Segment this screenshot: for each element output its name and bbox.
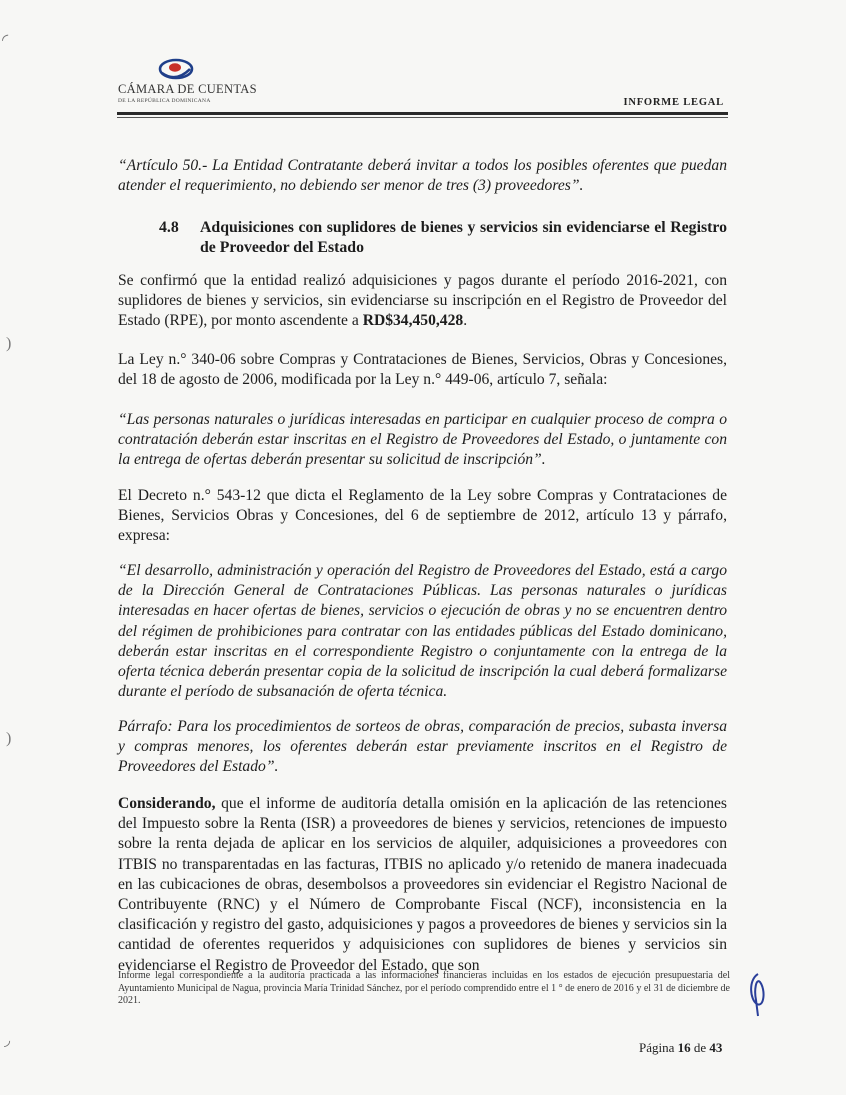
page-total: 43 (709, 1040, 723, 1055)
considerando-text: que el informe de auditoría detalla omisión en la aplicación de las retenciones del Impuesto sobre la Renta (ISR) a proveedores de bienes y servicios, retenciones de impuesto sobre la renta dejada de aplicar en los servicios de alquiler, adquisiciones a proveedores con ITBIS no transparentadas en las facturas, ITBIS no aplicado y/o retenido de manera inadecuada en las cubicaciones de obras, desembolsos a proveedores sin evidenciar el Registro Nacional de Contribuyente (RNC) y el Número de Comprobante Fiscal (NCF), inconsistencia en la clasificación y registro del gasto, adquisiciones y pagos a proveedores de bienes y servicios sin la cantidad de oferentes requeridos y adquisiciones con suplidores de bienes y servicios sin evidenciarse el Registro de Proveedor del Estado, que son (118, 795, 727, 974)
paragraph-ley: La Ley n.° 340-06 sobre Compras y Contrataciones de Bienes, Servicios, Obras y Concesiones, del 18 de agosto de 2006, modificada por la Ley n.° 449-06, artículo 7, señala: (118, 351, 727, 389)
section-heading (159, 218, 727, 258)
header-rule-thin (117, 117, 728, 118)
considerando-lead: Considerando, (118, 795, 216, 812)
page-label: Página (639, 1040, 675, 1055)
paragraph-considerando (118, 794, 727, 976)
punch-mark: ◞ (4, 1032, 11, 1049)
paragraph-decreto: El Decreto n.° 543-12 que dicta el Reglamento de la Ley sobre Compras y Contrataciones de Bienes, Servicios Obras y Concesiones, del 6 de septiembre de 2012, artículo 13 y párrafo, expresa: (118, 487, 727, 545)
header-rule (117, 112, 728, 115)
punch-mark: ) (6, 335, 12, 352)
footnote: Informe legal correspondiente a la auditoría practicada a las informaciones financieras incluidas en los estados de ejecución presupuestaria del Ayuntamiento Municipal de Nagua, provincia María Trinidad Sánchez, por el período comprendido entre el 1 ° de enero de 2016 y el 31 de diciembre de 2021. (118, 970, 730, 1006)
punch-mark: ◜ (2, 32, 9, 49)
page-number (639, 1040, 722, 1056)
logo-emblem-icon (158, 56, 194, 82)
camara-logo (118, 56, 268, 104)
quote-decreto: “El desarrollo, administración y operación del Registro de Proveedores del Estado, está a cargo de la Dirección General de Contrataciones Públicas. Las personas naturales o jurídicas interesadas en hacer ofertas de bienes, servicios o ejecución de obras y no se encuentren dentro del régimen de prohibiciones para contratar con las entidades públicas del Estado dominicano, deberán estar inscritas en el correspondiente Registro o conjuntamente con la entrega de la oferta técnica deberán presentar copia de la solicitud de inscripción la cual deberá formalizarse durante el período de subsanación de oferta técnica. (118, 562, 727, 701)
quote-article-50: “Artículo 50.- La Entidad Contratante deberá invitar a todos los posibles oferentes que puedan atender el requerimiento, no debiendo ser menor de tres (3) proveedores”. (118, 157, 727, 195)
finding-end: . (463, 312, 468, 330)
quote-parrafo: Párrafo: Para los procedimientos de sorteos de obras, comparación de precios, subasta inversa y compras menores, los oferentes deberán estar previamente inscritos en el Registro de Proveedores del Estado”. (118, 718, 727, 776)
org-subtitle: DE LA REPÚBLICA DOMINICANA (118, 98, 211, 104)
page-current: 16 (677, 1040, 691, 1055)
signature-initials (744, 970, 772, 1020)
punch-mark: ) (6, 730, 12, 747)
finding-amount: RD$34,450,428 (362, 312, 464, 330)
page-sep: de (693, 1040, 707, 1055)
org-name: CÁMARA DE CUENTAS (118, 82, 257, 96)
section-title: Adquisiciones con suplidores de bienes y servicios sin evidenciarse el Registro de Proveedor del Estado (200, 219, 727, 256)
report-label: INFORME LEGAL (623, 97, 724, 108)
quote-ley: “Las personas naturales o jurídicas interesadas en participar en cualquier proceso de compra o contratación deberán estar inscritas en el Registro de Proveedores del Estado, o juntamente con la entrega de ofertas deberán presentar su solicitud de inscripción”. (118, 411, 727, 469)
paragraph-finding (118, 271, 727, 332)
finding-text: Se confirmó que la entidad realizó adquisiciones y pagos durante el período 2016-2021, con suplidores de bienes y servicios, sin evidenciarse su inscripción en el Registro de Proveedor del Estado (RPE), por monto ascendente a (118, 272, 727, 330)
section-number: 4.8 (159, 219, 179, 236)
